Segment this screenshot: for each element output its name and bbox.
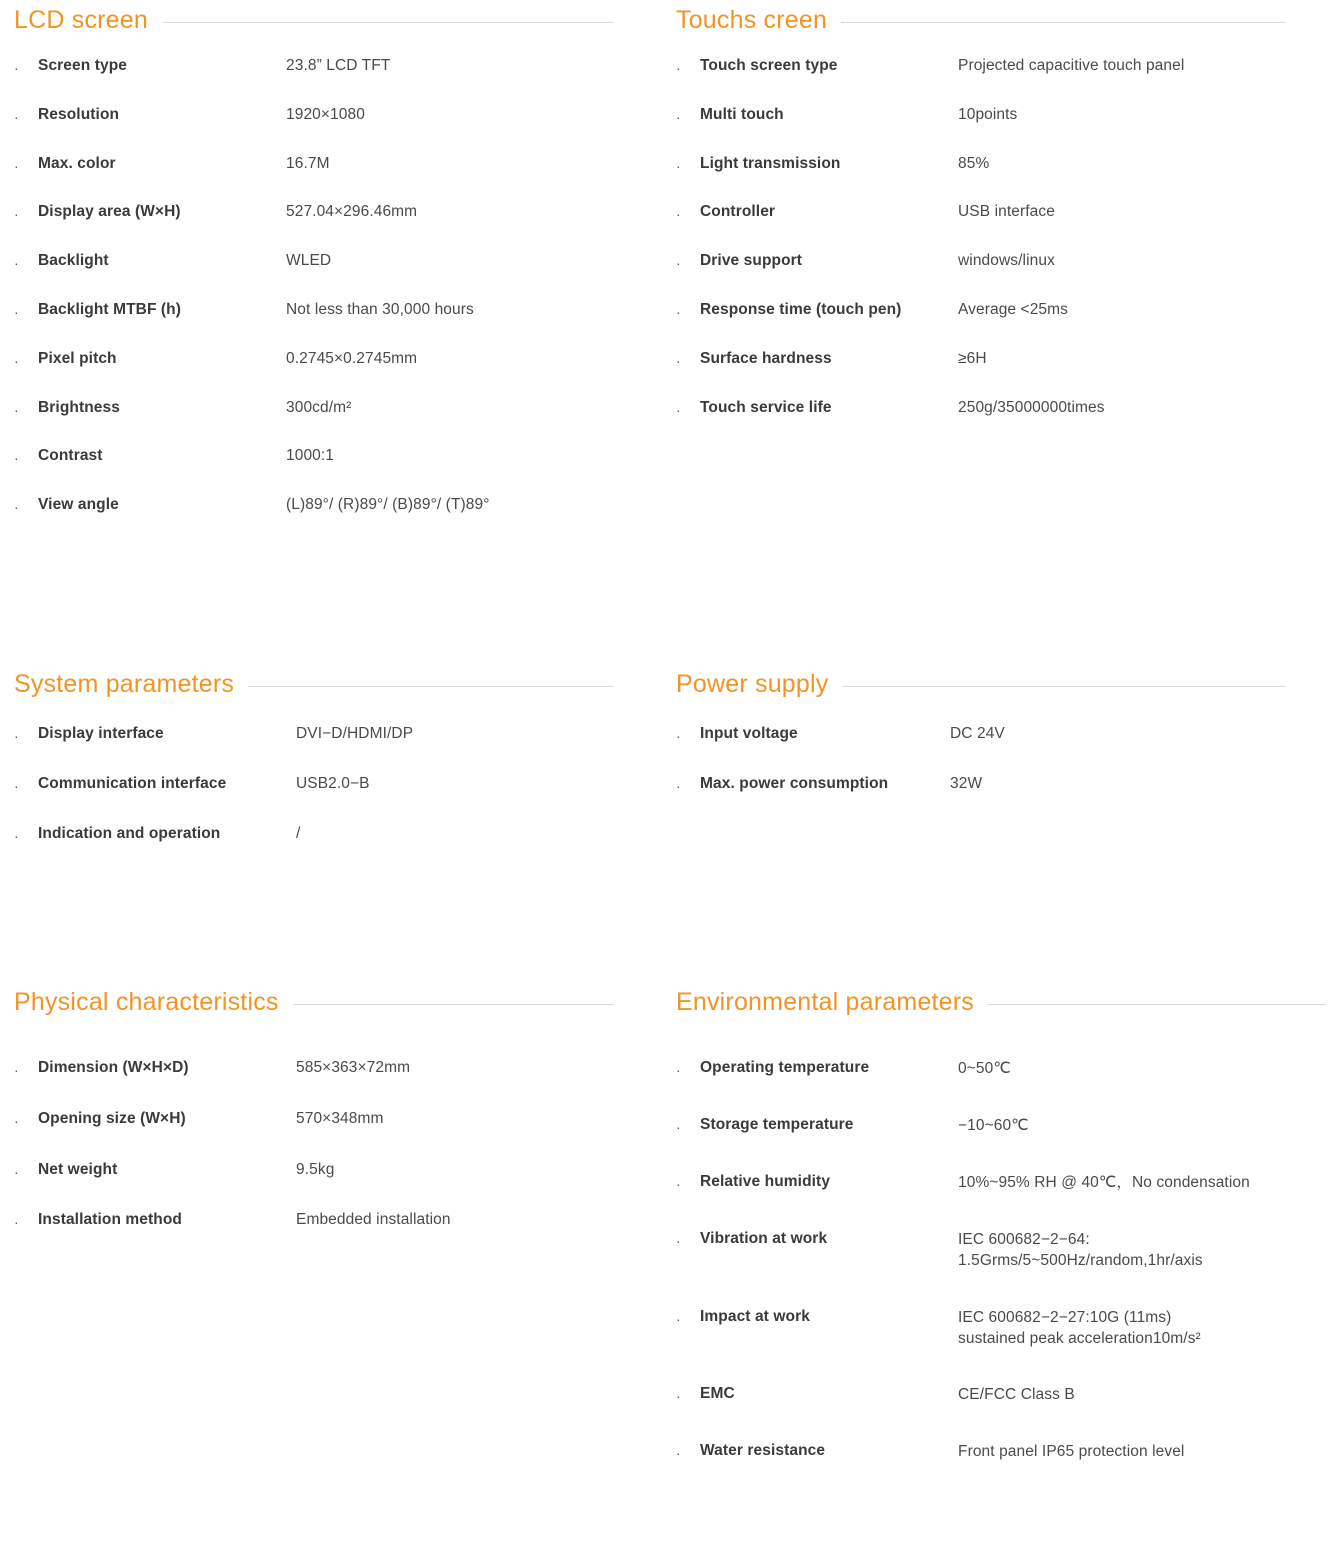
- bullet-icon: ·: [676, 1232, 681, 1249]
- spec-value: [958, 301, 1286, 350]
- spec-value: [958, 1173, 1326, 1230]
- spec-value: [296, 725, 614, 775]
- spec-value: [958, 203, 1286, 252]
- spec-value-line: USB interface: [958, 203, 1055, 221]
- spec-value-line: IEC 600682−2−64:: [958, 1230, 1090, 1248]
- spec-value-line: Embedded installation: [296, 1211, 451, 1229]
- spec-value-line: WLED: [286, 252, 332, 270]
- bullet-icon: ·: [676, 206, 681, 223]
- bullet-icon: ·: [676, 255, 681, 272]
- spec-label: Display interface: [38, 725, 164, 742]
- section-divider: [988, 1004, 1326, 1005]
- bullet-icon: ·: [676, 777, 681, 794]
- spec-value: [286, 447, 614, 496]
- spec-row: [676, 57, 1286, 106]
- spec-rows: [14, 57, 614, 545]
- section-header: [676, 988, 1326, 1017]
- spec-label: Water resistance: [700, 1442, 826, 1460]
- spec-value-line: DVI−D/HDMI/DP: [296, 725, 414, 742]
- spec-row: [14, 1110, 614, 1161]
- bullet-icon: ·: [14, 60, 19, 76]
- spec-row: [676, 1116, 1326, 1173]
- spec-value-line: 527.04×296.46mm: [286, 203, 418, 221]
- section-divider: [293, 1004, 614, 1005]
- spec-value: [296, 1161, 614, 1212]
- spec-row: [14, 496, 614, 545]
- spec-value: [958, 57, 1286, 106]
- spec-value-line: sustained peak acceleration10m/s²: [958, 1329, 1201, 1347]
- spec-value-line: 85%: [958, 154, 990, 172]
- bullet-icon: ·: [14, 450, 19, 467]
- spec-value: [296, 1211, 614, 1262]
- spec-row: [676, 1442, 1326, 1499]
- spec-value-line: (L)89°/ (R)89°/ (B)89°/ (T)89°: [286, 496, 490, 514]
- spec-row: [14, 1161, 614, 1212]
- bullet-icon: ·: [676, 1062, 681, 1078]
- bullet-icon: ·: [14, 303, 19, 320]
- spec-table: [14, 725, 614, 874]
- spec-value: [958, 1230, 1326, 1308]
- spec-value-line: 16.7M: [286, 154, 330, 172]
- spec-row: [676, 203, 1286, 252]
- spec-rows: [676, 57, 1286, 447]
- spec-row: [676, 399, 1286, 448]
- spec-value: [286, 106, 614, 155]
- spec-row: [14, 252, 614, 301]
- spec-table: [14, 1059, 614, 1262]
- spec-value: [958, 252, 1286, 301]
- spec-value-line: 585×363×72mm: [296, 1059, 411, 1076]
- spec-label: Storage temperature: [700, 1115, 854, 1133]
- section-title: Touchs creen: [676, 6, 828, 34]
- spec-label: Controller: [700, 203, 776, 221]
- spec-label: Light transmission: [700, 154, 841, 172]
- section-divider: [842, 686, 1286, 687]
- spec-label: Surface hardness: [700, 349, 832, 367]
- spec-row: [14, 725, 614, 775]
- bullet-icon: ·: [14, 255, 19, 272]
- spec-value: [950, 725, 1286, 775]
- spec-value-line: 1.5Grms/5~500Hz/random,1hr/axis: [958, 1251, 1203, 1269]
- spec-value-line: 32W: [950, 774, 983, 792]
- bullet-icon: ·: [14, 499, 19, 516]
- section-title: Environmental parameters: [676, 988, 974, 1016]
- spec-label: Dimension (W×H×D): [38, 1059, 189, 1076]
- spec-rows: [14, 725, 614, 874]
- bullet-icon: ·: [14, 206, 19, 223]
- spec-label: Net weight: [38, 1160, 118, 1178]
- spec-label: Touch screen type: [700, 57, 838, 74]
- spec-row: [676, 1059, 1326, 1116]
- bullet-icon: ·: [676, 1310, 681, 1327]
- bullet-icon: ·: [676, 352, 681, 369]
- spec-value: [296, 825, 614, 875]
- bullet-icon: ·: [676, 401, 681, 418]
- spec-value: [958, 1442, 1326, 1499]
- spec-value-line: windows/linux: [958, 252, 1055, 270]
- spec-row: [14, 447, 614, 496]
- spec-table: [14, 57, 614, 545]
- spec-value: [286, 203, 614, 252]
- spec-value: [958, 1385, 1326, 1442]
- spec-label: Input voltage: [700, 725, 798, 742]
- spec-label: Pixel pitch: [38, 349, 117, 367]
- spec-row: [14, 57, 614, 106]
- spec-row: [676, 775, 1286, 825]
- spec-row: [14, 775, 614, 825]
- spec-value: [286, 301, 614, 350]
- spec-value-line: 250g/35000000times: [958, 398, 1105, 416]
- section-header: [14, 670, 614, 699]
- spec-row: [676, 1173, 1326, 1230]
- spec-label: Max. color: [38, 154, 116, 172]
- spec-row: [676, 301, 1286, 350]
- bullet-icon: ·: [676, 157, 681, 174]
- spec-row: [14, 203, 614, 252]
- spec-label: Brightness: [38, 398, 120, 416]
- spec-value-line: CE/FCC Class B: [958, 1386, 1075, 1404]
- spec-label: EMC: [700, 1385, 735, 1403]
- spec-row: [676, 155, 1286, 204]
- spec-row: [14, 825, 614, 875]
- spec-value: [950, 775, 1286, 825]
- section-title: System parameters: [14, 670, 235, 698]
- spec-value-line: 0.2745×0.2745mm: [286, 349, 418, 367]
- bullet-icon: ·: [14, 1214, 19, 1231]
- spec-row: [676, 1385, 1326, 1442]
- bullet-icon: ·: [14, 1062, 19, 1078]
- spec-label: Display area (W×H): [38, 203, 181, 221]
- bullet-icon: ·: [14, 827, 19, 844]
- spec-row: [14, 1211, 614, 1262]
- bullet-icon: ·: [676, 303, 681, 320]
- spec-value: [958, 1308, 1326, 1386]
- bullet-icon: ·: [676, 60, 681, 76]
- bullet-icon: ·: [14, 728, 19, 744]
- spec-value: [286, 350, 614, 399]
- section-system-parameters: [14, 670, 614, 874]
- section-title: Power supply: [676, 670, 829, 698]
- spec-value: [286, 252, 614, 301]
- section-header: [676, 670, 1286, 699]
- section-divider: [162, 22, 614, 23]
- bullet-icon: ·: [676, 1118, 681, 1135]
- spec-table: [676, 725, 1286, 825]
- spec-value-line: 1920×1080: [286, 105, 365, 123]
- spec-rows: [14, 1059, 614, 1262]
- spec-value-line: /: [296, 824, 301, 842]
- spec-value-line: 570×348mm: [296, 1109, 384, 1127]
- spec-label: Relative humidity: [700, 1172, 831, 1190]
- spec-value: [296, 775, 614, 825]
- spec-label: Operating temperature: [700, 1059, 870, 1076]
- section-header: [14, 988, 614, 1017]
- spec-row: [676, 1230, 1326, 1308]
- bullet-icon: ·: [676, 1175, 681, 1192]
- spec-label: Impact at work: [700, 1307, 810, 1325]
- spec-label: Multi touch: [700, 105, 784, 123]
- spec-label: Vibration at work: [700, 1229, 828, 1247]
- spec-value: [958, 106, 1286, 155]
- spec-rows: [676, 725, 1286, 825]
- section-title: Physical characteristics: [14, 988, 279, 1016]
- spec-row: [14, 155, 614, 204]
- bullet-icon: ·: [14, 352, 19, 369]
- spec-value-line: Front panel IP65 protection level: [958, 1443, 1185, 1461]
- spec-value: [296, 1110, 614, 1161]
- section-header: [676, 6, 1286, 35]
- bullet-icon: ·: [14, 777, 19, 794]
- spec-row: [14, 1059, 614, 1110]
- section-lcd-screen: [14, 6, 614, 545]
- section-physical-characteristics: [14, 988, 614, 1262]
- bullet-icon: ·: [676, 728, 681, 744]
- spec-label: Resolution: [38, 105, 120, 123]
- spec-value: [958, 1059, 1326, 1116]
- spec-row: [676, 106, 1286, 155]
- spec-label: Opening size (W×H): [38, 1109, 186, 1127]
- spec-label: Screen type: [38, 57, 127, 74]
- spec-label: Backlight MTBF (h): [38, 300, 182, 318]
- spec-value-line: 10%~95% RH @ 40℃，No condensation: [958, 1173, 1250, 1191]
- spec-value-line: IEC 600682−2−27:10G (11ms): [958, 1308, 1172, 1326]
- spec-row: [676, 725, 1286, 775]
- spec-label: Drive support: [700, 252, 803, 270]
- spec-value-line: Average <25ms: [958, 300, 1069, 318]
- spec-value-line: 300cd/m²: [286, 398, 352, 416]
- section-title: LCD screen: [14, 6, 148, 34]
- spec-row: [676, 252, 1286, 301]
- spec-label: Touch service life: [700, 398, 832, 416]
- spec-value-line: ≥6H: [958, 349, 987, 367]
- spec-label: Communication interface: [38, 774, 227, 792]
- spec-row: [676, 1308, 1326, 1386]
- bullet-icon: ·: [676, 108, 681, 125]
- bullet-icon: ·: [14, 401, 19, 418]
- spec-value-line: DC 24V: [950, 725, 1005, 742]
- spec-value: [958, 1116, 1326, 1173]
- spec-value-line: 0~50℃: [958, 1060, 1011, 1077]
- spec-value-line: Projected capacitive touch panel: [958, 57, 1185, 74]
- spec-label: Installation method: [38, 1211, 182, 1229]
- spec-row: [14, 106, 614, 155]
- spec-value-line: 9.5kg: [296, 1160, 335, 1178]
- spec-value-line: 1000:1: [286, 447, 335, 465]
- spec-value: [286, 57, 614, 106]
- spec-value: [958, 350, 1286, 399]
- spec-value-line: 23.8” LCD TFT: [286, 57, 391, 74]
- spec-value-line: −10~60℃: [958, 1116, 1029, 1134]
- section-divider: [841, 22, 1286, 23]
- spec-value-line: USB2.0−B: [296, 774, 370, 792]
- section-touch-screen: [676, 6, 1286, 447]
- spec-rows: [676, 1059, 1326, 1499]
- spec-value: [958, 155, 1286, 204]
- bullet-icon: ·: [14, 1163, 19, 1180]
- spec-value-line: 10points: [958, 105, 1018, 123]
- section-divider: [248, 686, 614, 687]
- bullet-icon: ·: [14, 157, 19, 174]
- spec-label: View angle: [38, 496, 119, 514]
- spec-value: [296, 1059, 614, 1110]
- spec-value: [286, 399, 614, 448]
- bullet-icon: ·: [676, 1445, 681, 1462]
- spec-label: Response time (touch pen): [700, 300, 902, 318]
- spec-label: Contrast: [38, 447, 103, 465]
- spec-value: [958, 399, 1286, 448]
- spec-row: [676, 350, 1286, 399]
- spec-label: Backlight: [38, 252, 109, 270]
- section-environmental-parameters: [676, 988, 1326, 1499]
- spec-value: [286, 155, 614, 204]
- spec-table: [676, 57, 1286, 447]
- section-header: [14, 6, 614, 35]
- spec-row: [14, 350, 614, 399]
- spec-value-line: Not less than 30,000 hours: [286, 300, 474, 318]
- spec-row: [14, 301, 614, 350]
- spec-row: [14, 399, 614, 448]
- spec-label: Max. power consumption: [700, 774, 889, 792]
- spec-table: [676, 1059, 1326, 1499]
- section-power-supply: [676, 670, 1286, 825]
- bullet-icon: ·: [676, 1388, 681, 1405]
- bullet-icon: ·: [14, 1112, 19, 1129]
- bullet-icon: ·: [14, 108, 19, 125]
- spec-value: [286, 496, 614, 545]
- spec-label: Indication and operation: [38, 824, 221, 842]
